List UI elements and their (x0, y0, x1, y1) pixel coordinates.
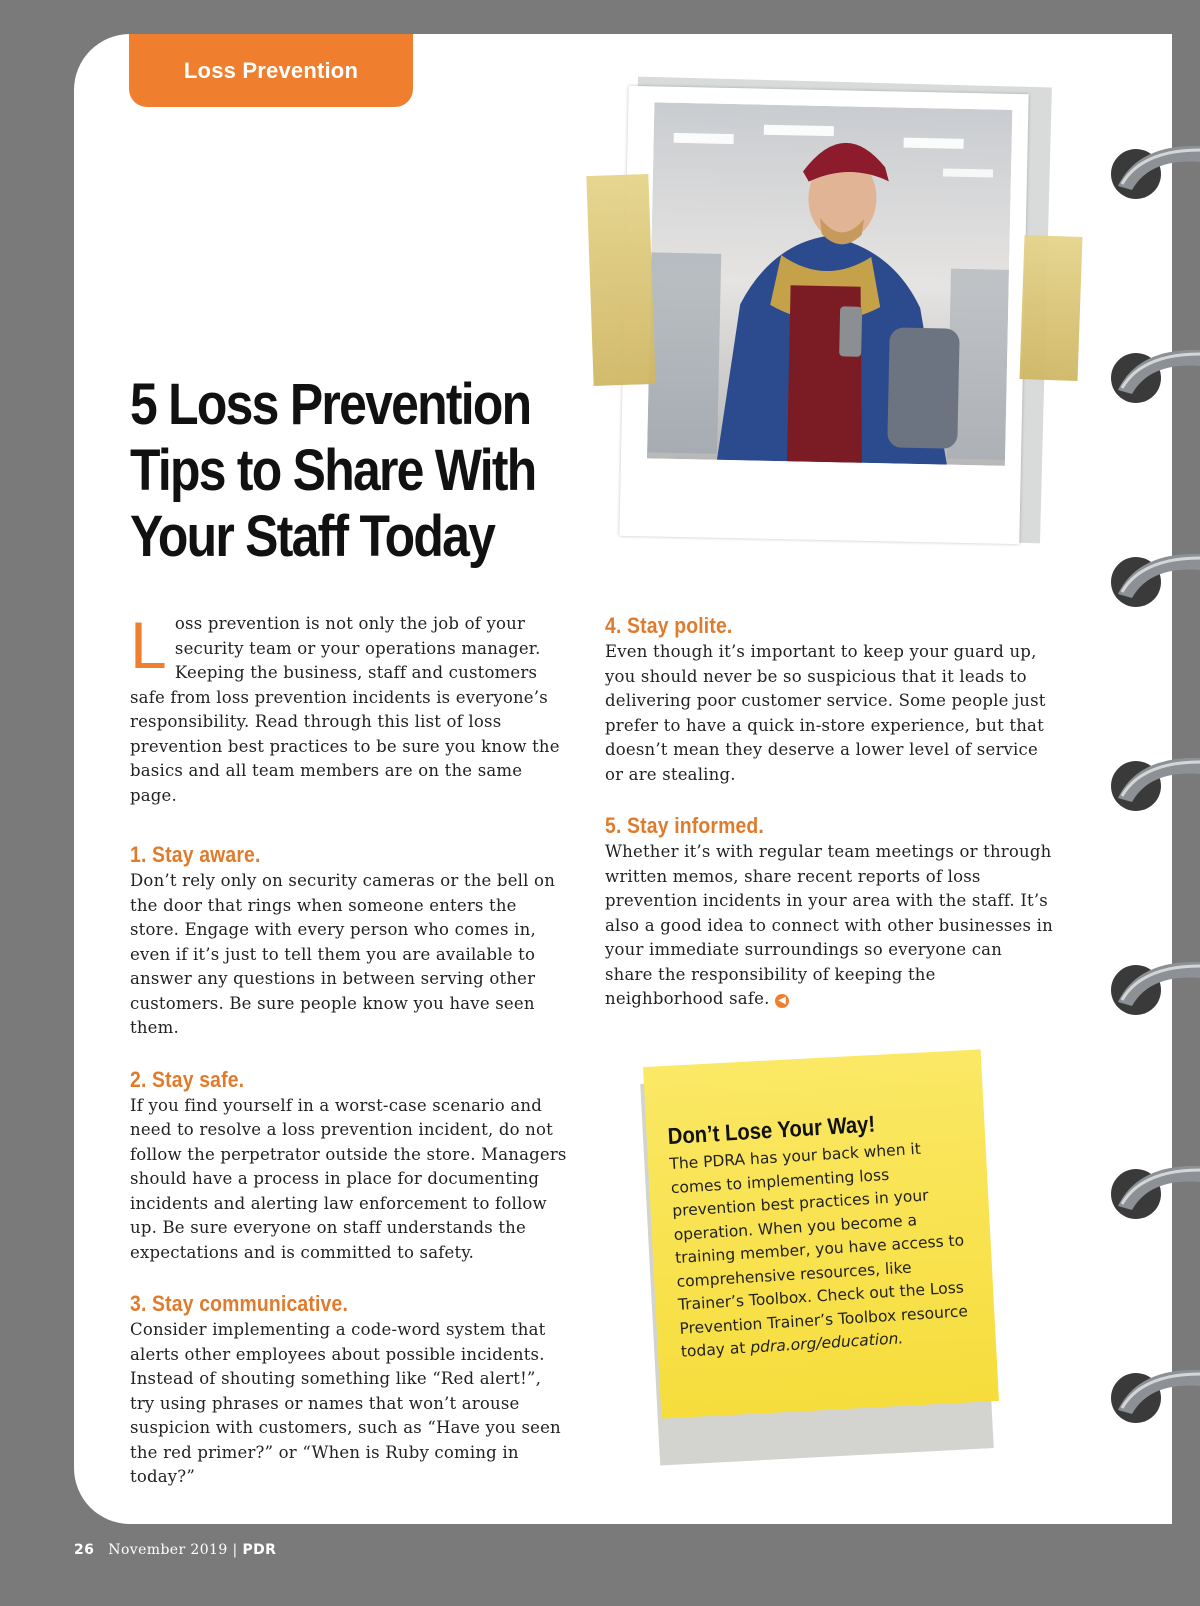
tip-5-heading: 5. Stay informed. (605, 813, 764, 838)
article-title: 5 Loss Prevention Tips to Share With Your Staff Today (130, 372, 536, 569)
intro-text: oss prevention is not only the job of your security team or your operations manager. Keeping the business, staff and customers safe from loss prevention incidents is everyone’s responsibility. Read through this list of loss prevention best practices to be sure you know the basics and all team members are on the same page. (130, 614, 560, 805)
photo-frame (619, 86, 1028, 544)
page-number: 26 (74, 1542, 95, 1558)
shoplifter-photo (647, 102, 1012, 465)
intro-paragraph (130, 608, 570, 808)
tip-2-heading: 2. Stay safe. (130, 1066, 245, 1092)
tip-3-heading: 3. Stay communicative. (130, 1291, 349, 1316)
end-of-article-icon: ◀ (775, 994, 789, 1008)
binder-ring-icon (1108, 752, 1198, 812)
left-column (130, 608, 570, 1490)
sidebar-url[interactable]: pdra.org/education. (749, 1329, 904, 1357)
tip-3-body: Consider implementing a code-word system that alerts other employees about possible incidents. Instead of shouting something like “Red alert!”, try using phrases or names that won’t arouse suspicion with customers, such as “Have you seen the red primer?” or “When is Ruby coming in today?” (130, 1320, 561, 1486)
page-footer (74, 1542, 276, 1558)
binder-ring-icon (1108, 344, 1198, 404)
tape-right (1020, 235, 1083, 381)
publication-name: PDR (242, 1542, 277, 1558)
tape-left (586, 174, 655, 386)
binder-ring-icon (1108, 956, 1198, 1016)
tip-4-body: Even though it’s important to keep your guard up, you should never be so suspicious that it leads to delivering poor customer service. Some people just prefer to have a quick in-store experience, but that doesn’t mean they deserve a lower level of service or are stealing. (605, 642, 1046, 784)
binder-ring-icon (1108, 548, 1198, 608)
issue-date: November 2019 | (108, 1542, 238, 1558)
binder-ring-icon (1108, 140, 1198, 200)
tip-5-body (605, 840, 1055, 1012)
tip-1-heading: 1. Stay aware. (130, 842, 261, 867)
sidebar-text: The PDRA has your back when it comes to implementing loss prevention best practices in your operation. When you become a training member, you have access to comprehensive resources, like Trainer’s Toolbox. Check out the Loss Prevention Trainer’s Toolbox resource today at (668, 1139, 969, 1361)
binder-ring-icon (1108, 1160, 1198, 1220)
tip-2-body: If you find yourself in a worst-case scenario and need to resolve a loss prevention incident, do not follow the perpetrator outside the store. Managers should have a process in place for documenting incidents and alerting law enforcement to follow up. Be sure everyone on staff understands the expectations and is committed to safety. (130, 1095, 567, 1262)
sticky-note (643, 1049, 999, 1418)
sidebar-body (669, 1135, 981, 1364)
tip-4-heading: 4. Stay polite. (605, 613, 733, 638)
binder-ring-icon (1108, 1364, 1198, 1424)
section-tab: Loss Prevention (129, 34, 413, 107)
sidebar-heading: Don’t Lose Your Way! (666, 1110, 876, 1150)
right-column (605, 612, 1055, 1012)
tip-5-text: Whether it’s with regular team meetings or through written memos, share recent reports of loss prevention incidents in your area with the staff. It’s also a good idea to connect with other businesses in your immediate surroundings so everyone can share the responsibility of keeping the neighborhood safe. (605, 842, 1053, 1008)
tip-1-body: Don’t rely only on security cameras or the bell on the door that rings when someone enters the store. Engage with every person who comes in, even if it’s just to tell them you are available to answer any questions in between serving other customers. Be sure people know you have seen them. (130, 871, 556, 1037)
dropcap: L (130, 608, 167, 682)
